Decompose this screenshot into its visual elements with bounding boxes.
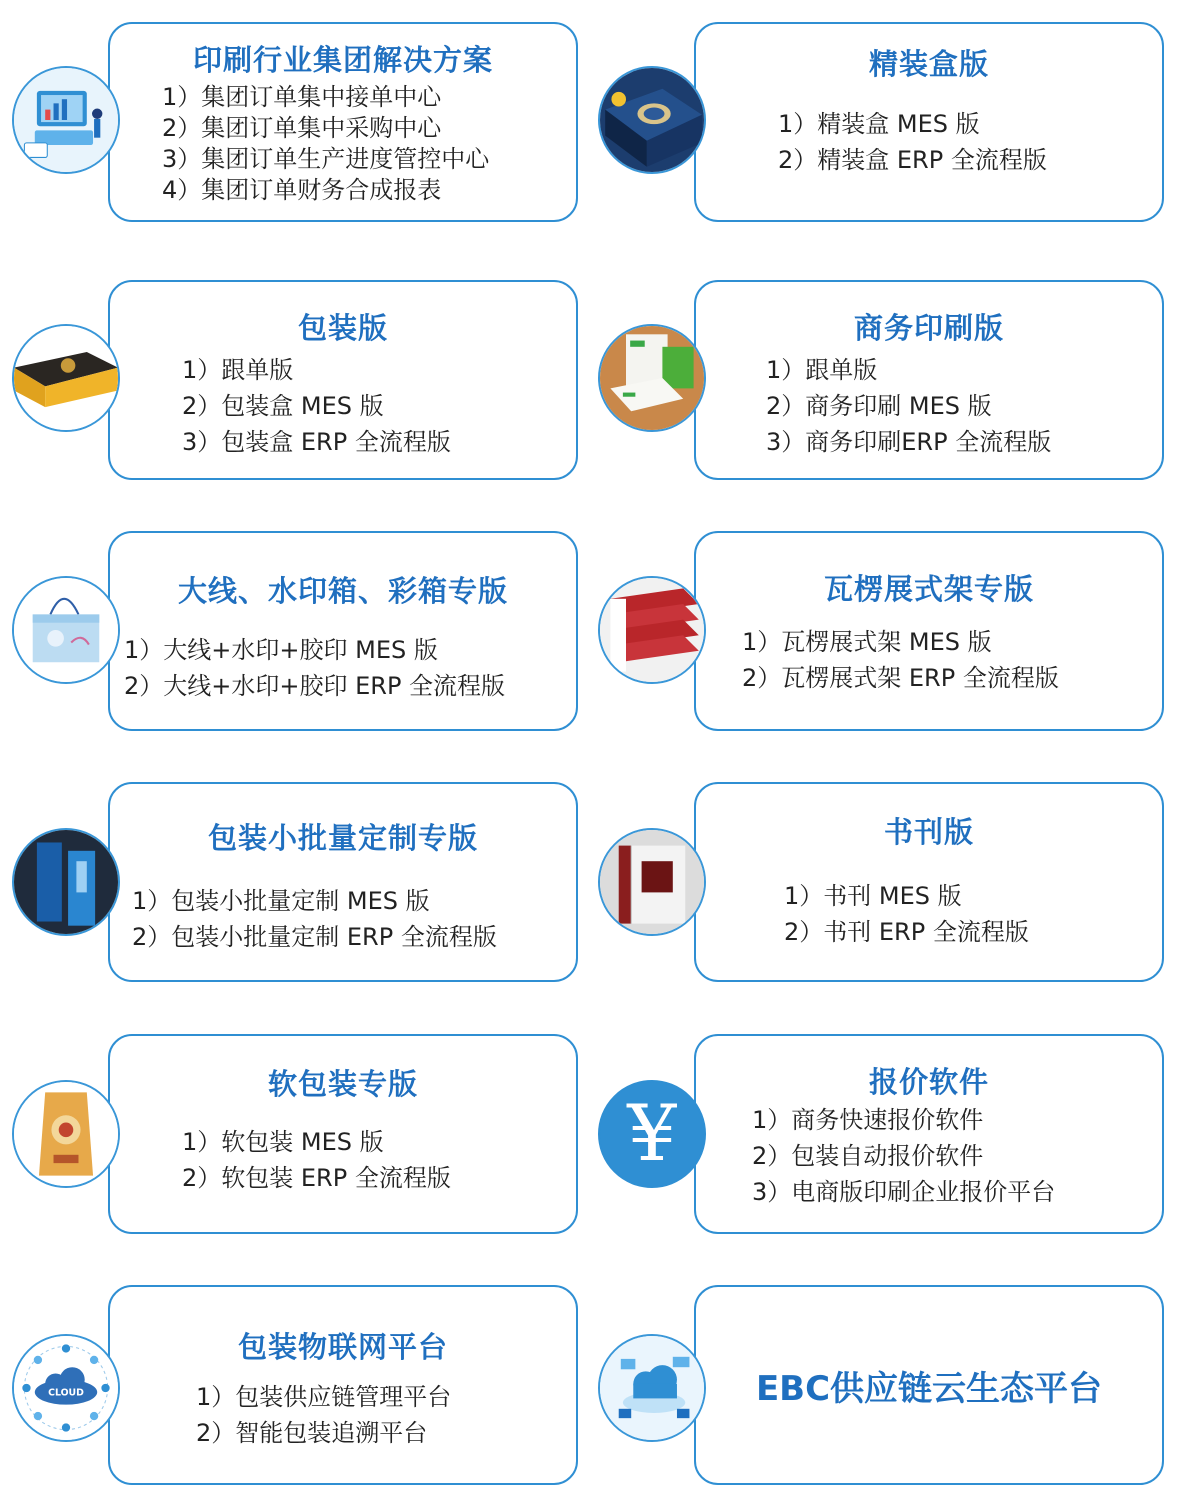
card-title: 包装物联网平台 bbox=[237, 1330, 448, 1364]
yen-icon bbox=[598, 1080, 706, 1188]
card-carton-box[interactable] bbox=[108, 531, 578, 731]
list-item: 1）软包装 MES 版 bbox=[182, 1128, 384, 1156]
item-list bbox=[766, 352, 1051, 460]
list-item: 1）跟单版 bbox=[182, 356, 294, 384]
item-list bbox=[182, 352, 451, 460]
cloud-network-icon bbox=[12, 1334, 120, 1442]
card-ebc-cloud[interactable] bbox=[694, 1285, 1164, 1485]
item-list bbox=[778, 106, 1047, 178]
card-title: 包装小批量定制专版 bbox=[207, 821, 478, 855]
list-item: 2）商务印刷 MES 版 bbox=[766, 392, 992, 420]
card-title: EBC供应链云生态平台 bbox=[755, 1368, 1103, 1409]
list-item: 2）精装盒 ERP 全流程版 bbox=[778, 146, 1047, 174]
list-item: 1）书刊 MES 版 bbox=[784, 882, 962, 910]
list-item: 1）跟单版 bbox=[766, 356, 878, 384]
card-books[interactable] bbox=[694, 782, 1164, 982]
card-title: 商务印刷版 bbox=[853, 311, 1004, 345]
gift-bag-photo-icon bbox=[12, 576, 120, 684]
list-item: 2）包装小批量定制 ERP 全流程版 bbox=[132, 923, 497, 951]
card-title: 印刷行业集团解决方案 bbox=[192, 43, 493, 77]
item-list bbox=[752, 1102, 1055, 1210]
item-list bbox=[132, 883, 497, 955]
list-item: 2）书刊 ERP 全流程版 bbox=[784, 918, 1029, 946]
card-title: 软包装专版 bbox=[267, 1067, 418, 1101]
list-item: 2）瓦楞展式架 ERP 全流程版 bbox=[742, 664, 1059, 692]
packaging-box-photo-icon bbox=[12, 324, 120, 432]
list-item: 4）集团订单财务合成报表 bbox=[162, 176, 442, 204]
cloud-label: CLOUD bbox=[48, 1387, 84, 1399]
list-item: 2）大线+水印+胶印 ERP 全流程版 bbox=[124, 672, 506, 700]
card-hardcover-box[interactable] bbox=[694, 22, 1164, 222]
list-item: 2）包装盒 MES 版 bbox=[182, 392, 384, 420]
card-packaging[interactable] bbox=[108, 280, 578, 480]
book-photo-icon bbox=[598, 828, 706, 936]
card-title: 报价软件 bbox=[868, 1065, 989, 1099]
card-display-rack[interactable] bbox=[694, 531, 1164, 731]
card-quotation-software[interactable] bbox=[694, 1034, 1164, 1234]
list-item: 1）精装盒 MES 版 bbox=[778, 110, 980, 138]
gift-box-photo-icon bbox=[598, 66, 706, 174]
list-item: 3）商务印刷ERP 全流程版 bbox=[766, 428, 1052, 456]
card-title: 瓦楞展式架专版 bbox=[823, 572, 1034, 606]
list-item: 1）集团订单集中接单中心 bbox=[162, 83, 442, 111]
list-item: 2）智能包装追溯平台 bbox=[196, 1419, 428, 1447]
custom-box-photo-icon bbox=[12, 828, 120, 936]
list-item: 2）集团订单集中采购中心 bbox=[162, 114, 442, 142]
item-list bbox=[182, 1124, 451, 1196]
item-list bbox=[124, 632, 505, 704]
list-item: 1）包装小批量定制 MES 版 bbox=[132, 887, 430, 915]
item-list bbox=[742, 624, 1059, 696]
list-item: 2）包装自动报价软件 bbox=[752, 1142, 984, 1170]
card-group-solution[interactable] bbox=[108, 22, 578, 222]
card-small-batch[interactable] bbox=[108, 782, 578, 982]
list-item: 3）包装盒 ERP 全流程版 bbox=[182, 428, 451, 456]
list-item: 1）大线+水印+胶印 MES 版 bbox=[124, 636, 438, 664]
item-list bbox=[162, 82, 489, 206]
yen-symbol: ¥ bbox=[627, 1089, 677, 1179]
card-title: 包装版 bbox=[297, 311, 388, 345]
list-item: 2）软包装 ERP 全流程版 bbox=[182, 1164, 451, 1192]
list-item: 1）瓦楞展式架 MES 版 bbox=[742, 628, 992, 656]
card-title: 大线、水印箱、彩箱专版 bbox=[177, 574, 508, 608]
card-title: 精装盒版 bbox=[868, 47, 989, 81]
list-item: 1）商务快速报价软件 bbox=[752, 1106, 984, 1134]
cloud-platform-icon bbox=[598, 1334, 706, 1442]
business-cards-photo-icon bbox=[598, 324, 706, 432]
item-list bbox=[784, 878, 1029, 950]
dashboard-illustration-icon bbox=[12, 66, 120, 174]
card-business-printing[interactable] bbox=[694, 280, 1164, 480]
card-title: 书刊版 bbox=[883, 815, 974, 849]
item-list bbox=[196, 1379, 451, 1451]
card-iot-platform[interactable] bbox=[108, 1285, 578, 1485]
card-flexible-packaging[interactable] bbox=[108, 1034, 578, 1234]
list-item: 3）电商版印刷企业报价平台 bbox=[752, 1178, 1056, 1206]
display-rack-photo-icon bbox=[598, 576, 706, 684]
list-item: 1）包装供应链管理平台 bbox=[196, 1383, 452, 1411]
list-item: 3）集团订单生产进度管控中心 bbox=[162, 145, 490, 173]
pouch-photo-icon bbox=[12, 1080, 120, 1188]
